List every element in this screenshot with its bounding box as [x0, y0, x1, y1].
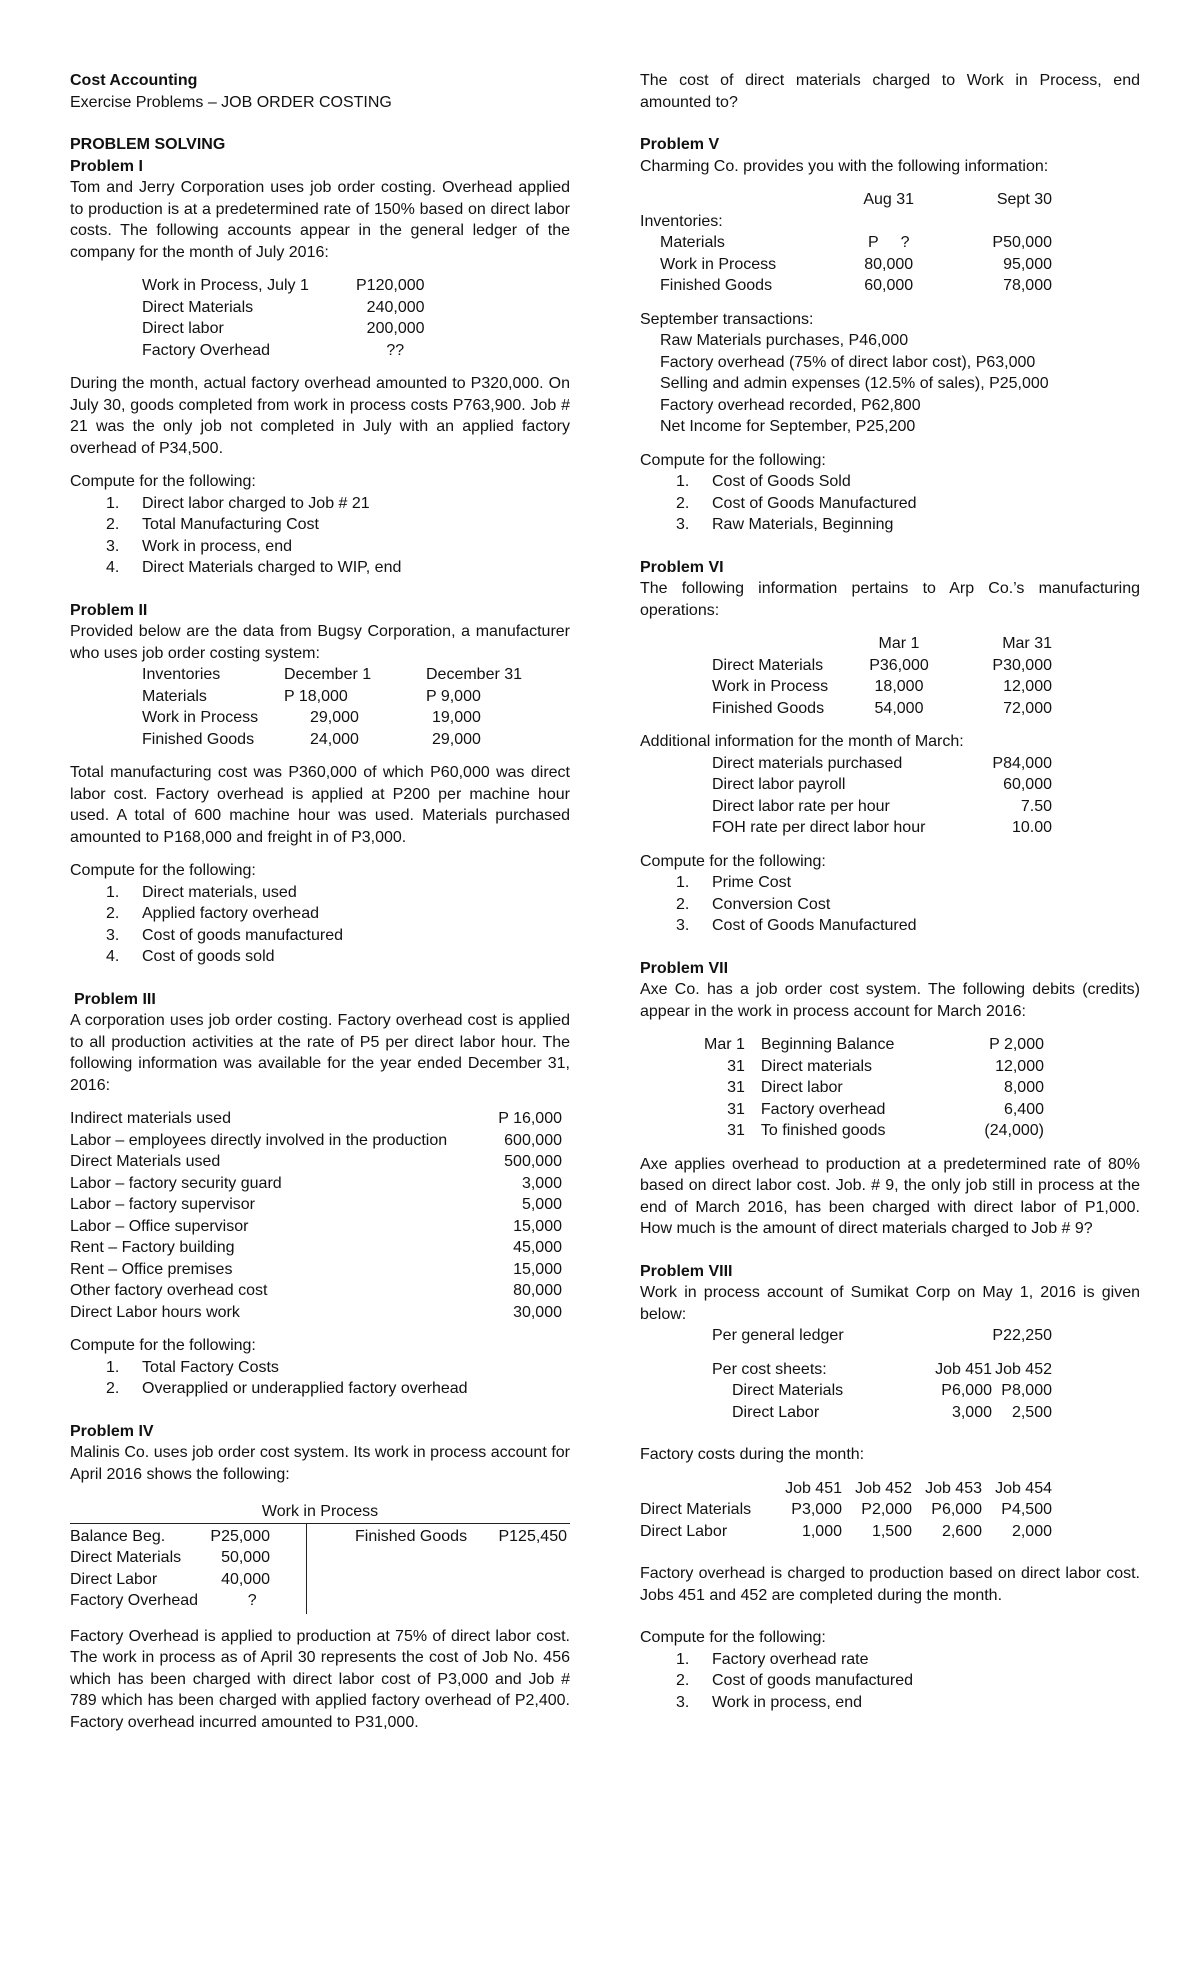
problem-6-title: Problem VI [640, 558, 724, 576]
table-row: Factory Overhead ?? [142, 341, 405, 359]
t-account-debits [70, 1524, 307, 1614]
table-row: Labor – factory security guard 3,000 [70, 1174, 562, 1192]
table-row: Per general ledger P22,250 [712, 1327, 1052, 1344]
table-row: Inventories December 1 December 31 [142, 666, 523, 683]
list-item: 4. Cost of goods sold [106, 948, 275, 965]
problem-2-inventories [142, 664, 522, 750]
list-item: 3. Work in process, end [106, 537, 292, 555]
problem-1-title: Problem I [70, 157, 143, 175]
list-item: 1. Direct materials, used [106, 883, 297, 901]
list-item: Net Income for September, P25,200 [660, 418, 916, 435]
list-item: Factory overhead (75% of direct labor cost), P63,000 [660, 353, 1036, 371]
problem-7-title: Problem VII [640, 959, 729, 977]
list-item: 2. Overapplied or underapplied factory overhead [106, 1380, 468, 1397]
t-account-title: Work in Process [70, 1501, 570, 1524]
problem-4-question: The cost of direct materials charged to Work in Process, end amounted to? [640, 72, 1140, 111]
table-row: Direct labor 200,000 [142, 320, 425, 337]
table-row: Rent – Office premises 15,000 [70, 1260, 562, 1278]
doc-title: Cost Accounting [70, 72, 198, 89]
list-item: 3. Cost of Goods Manufactured [676, 917, 917, 934]
problem-5-transactions-label: September transactions: [640, 310, 814, 328]
table-row: Direct Labor 1,000 1,500 2,600 2,000 [640, 1522, 1052, 1540]
table-row: Materials P ? P50,000 [660, 234, 1052, 251]
table-row: Labor – employees directly involved in the production 600,000 [70, 1131, 562, 1149]
problem-6-additional [712, 753, 1052, 839]
table-row: Labor – factory supervisor 5,000 [70, 1196, 562, 1213]
list-item: Factory overhead recorded, P62,800 [660, 396, 921, 414]
table-row: Per cost sheets: Job 451 Job 452 [712, 1360, 1052, 1378]
list-item: 1. Total Factory Costs [106, 1358, 279, 1376]
table-row: Direct Materials used 500,000 [70, 1153, 562, 1170]
table-row: Work in Process 80,000 95,000 [660, 255, 1052, 273]
problem-1-intro: Tom and Jerry Corporation uses job order costing. Overhead applied to production is at a predetermined rate of 150% based on direct labor costs. The following accounts appear in the general ledger of the company for the month of July 2016: [70, 179, 570, 261]
problem-3-title: Problem III [74, 990, 156, 1008]
table-row: Direct Materials 50,000 [70, 1549, 270, 1566]
problem-5-list [640, 471, 1140, 536]
right-column [640, 70, 1140, 1713]
table-row: 31 Factory overhead 6,400 [727, 1100, 1044, 1118]
problem-8-list [640, 1649, 1140, 1714]
table-row: Job 451 Job 452 Job 453 Job 454 [785, 1479, 1052, 1497]
problem-8-title: Problem VIII [640, 1262, 733, 1280]
problem-1-list [70, 493, 570, 579]
table-row: Direct Labor 40,000 [70, 1570, 270, 1588]
list-item: 2. Cost of goods manufactured [676, 1672, 914, 1689]
problem-8-factory-label: Factory costs during the month: [640, 1446, 865, 1463]
list-item: 3. Raw Materials, Beginning [676, 516, 894, 533]
t-account-credits [307, 1524, 570, 1614]
table-row: Work in Process 29,000 19,000 [142, 709, 481, 726]
problem-8-cost-sheets [712, 1359, 1052, 1424]
section-heading: PROBLEM SOLVING [70, 136, 226, 153]
problem-3-compute: Compute for the following: [70, 1337, 256, 1354]
table-row: Finished Goods P125,450 [355, 1527, 567, 1545]
table-row: Mar 1 Beginning Balance P 2,000 [704, 1036, 1044, 1053]
problem-6-list [640, 872, 1140, 937]
table-row: Direct Materials P3,000 P2,000 P6,000 P4,500 [640, 1501, 1052, 1518]
table-row: Work in Process 18,000 12,000 [712, 678, 1052, 695]
table-row: Direct Materials P36,000 P30,000 [712, 656, 1052, 674]
problem-2-title: Problem II [70, 601, 148, 619]
problem-4-body: Factory Overhead is applied to production at 75% of direct labor cost. The work in process as of April 30 represents the cost of Job No. 456 which has been charged with direct labor cost of P3,000 and Job # 789 which has been charged with applied factory overhead of P2,400. Factory overhead incurred amounted to P31,000. [70, 1627, 570, 1731]
table-row: Direct Materials 240,000 [142, 298, 425, 316]
problem-7-intro: Axe Co. has a job order cost system. The following debits (credits) appear in the work in process account for March 2016: [640, 981, 1140, 1020]
doc-subtitle: Exercise Problems – JOB ORDER COSTING [70, 93, 392, 111]
list-item: 1. Direct labor charged to Job # 21 [106, 494, 370, 512]
table-row: Mar 1 Mar 31 [878, 635, 1052, 652]
problem-5-transactions [640, 330, 1140, 438]
list-item: 1. Prime Cost [676, 874, 792, 891]
table-row: Indirect materials used P 16,000 [70, 1110, 562, 1127]
t-account [70, 1501, 570, 1614]
list-item: 2. Conversion Cost [676, 895, 831, 913]
list-item: Selling and admin expenses (12.5% of sales), P25,000 [660, 375, 1049, 392]
list-item: 2. Total Manufacturing Cost [106, 516, 319, 533]
table-row: Aug 31 Sept 30 [863, 191, 1052, 208]
list-item: 4. Direct Materials charged to WIP, end [106, 559, 402, 576]
list-item: 3. Work in process, end [676, 1693, 862, 1711]
problem-5-title: Problem V [640, 136, 720, 153]
problem-1-body: During the month, actual factory overhead amounted to P320,000. On July 30, goods completed from work in process costs P763,900. Job # 21 was the only job not completed in July with an applied factory overhead of P34,500. [70, 375, 570, 457]
table-row: Factory Overhead ? [70, 1592, 257, 1609]
problem-6-intro: The following information pertains to Arp Co.’s manufacturing operations: [640, 580, 1140, 619]
problem-3-costs [70, 1108, 562, 1323]
table-row: Work in Process, July 1 P120,000 [142, 277, 425, 294]
table-row: Other factory overhead cost 80,000 [70, 1282, 562, 1299]
problem-7-body: Axe applies overhead to production at a predetermined rate of 80% based on direct labor cost. Job. # 9, the only job still in process at the end of March 2016, has been charged with direct labor of P1,000. How much is the amount of direct materials charged to Job # 9? [640, 1155, 1140, 1237]
table-row: 31 To finished goods (24,000) [727, 1122, 1044, 1139]
list-item: 2. Applied factory overhead [106, 905, 319, 922]
left-column [70, 70, 570, 1733]
problem-2-list [70, 882, 570, 968]
table-row: Labor – Office supervisor 15,000 [70, 1217, 562, 1235]
table-row: Direct Materials P6,000 P8,000 [732, 1382, 1052, 1399]
table-row: 31 Direct labor 8,000 [727, 1079, 1044, 1096]
list-item: Raw Materials purchases, P46,000 [660, 332, 909, 349]
table-row: Direct materials purchased P84,000 [712, 754, 1052, 772]
problem-5-compute: Compute for the following: [640, 451, 826, 469]
problem-6-inventories [712, 633, 1052, 719]
table-row: Direct labor rate per hour 7.50 [712, 797, 1052, 815]
table-row: FOH rate per direct labor hour 10.00 [712, 819, 1052, 836]
problem-4-title: Problem IV [70, 1422, 154, 1440]
table-row: Materials P 18,000 P 9,000 [142, 687, 481, 705]
list-item: 3. Cost of goods manufactured [106, 926, 344, 944]
problem-8-ledger [712, 1325, 1052, 1347]
problem-8-body: Factory overhead is charged to production based on direct labor cost. Jobs 451 and 452 are completed during the month. [640, 1565, 1140, 1604]
problem-5-inventories [640, 189, 1052, 297]
problem-8-intro: Work in process account of Sumikat Corp on May 1, 2016 is given below: [640, 1284, 1140, 1323]
problem-1-accounts [142, 275, 425, 361]
problem-6-compute: Compute for the following: [640, 852, 826, 870]
problem-7-entries [704, 1034, 1044, 1142]
table-row: Direct Labor hours work 30,000 [70, 1303, 562, 1321]
table-row: Rent – Factory building 45,000 [70, 1239, 562, 1256]
table-row: Finished Goods 24,000 29,000 [142, 730, 481, 748]
list-item: 1. Factory overhead rate [676, 1650, 869, 1668]
list-item: 2. Cost of Goods Manufactured [676, 494, 917, 512]
table-row: Inventories: [640, 212, 723, 230]
problem-2-intro: Provided below are the data from Bugsy Corporation, a manufacturer who uses job order costing system: [70, 623, 570, 662]
table-row: Direct labor payroll 60,000 [712, 776, 1052, 793]
problem-2-compute: Compute for the following: [70, 862, 256, 879]
problem-4-intro: Malinis Co. uses job order cost system. Its work in process account for April 2016 shows the following: [70, 1444, 570, 1483]
problem-8-factory-costs [640, 1478, 1052, 1543]
table-row: Finished Goods 60,000 78,000 [660, 277, 1052, 294]
problem-2-body: Total manufacturing cost was P360,000 of which P60,000 was direct labor cost. Factory overhead is applied at P200 per machine hour used. A total of 600 machine hour was used. Materials purchased amounted to P168,000 and freight in of P3,000. [70, 764, 570, 846]
table-row: Finished Goods 54,000 72,000 [712, 699, 1052, 717]
table-row: Balance Beg. P25,000 [70, 1527, 270, 1545]
problem-6-additional-label: Additional information for the month of March: [640, 733, 964, 750]
table-row: Direct Labor 3,000 2,500 [732, 1403, 1052, 1421]
problem-8-compute: Compute for the following: [640, 1629, 826, 1646]
problem-1-compute: Compute for the following: [70, 473, 256, 490]
problem-3-list [70, 1357, 570, 1400]
problem-5-intro: Charming Co. provides you with the following information: [640, 157, 1049, 175]
table-row: 31 Direct materials 12,000 [727, 1057, 1044, 1075]
list-item: 1. Cost of Goods Sold [676, 473, 851, 490]
problem-3-intro: A corporation uses job order costing. Factory overhead cost is applied to all production activities at the rate of P5 per direct labor hour. The following information was available for the year ended December 31, 2016: [70, 1012, 570, 1094]
